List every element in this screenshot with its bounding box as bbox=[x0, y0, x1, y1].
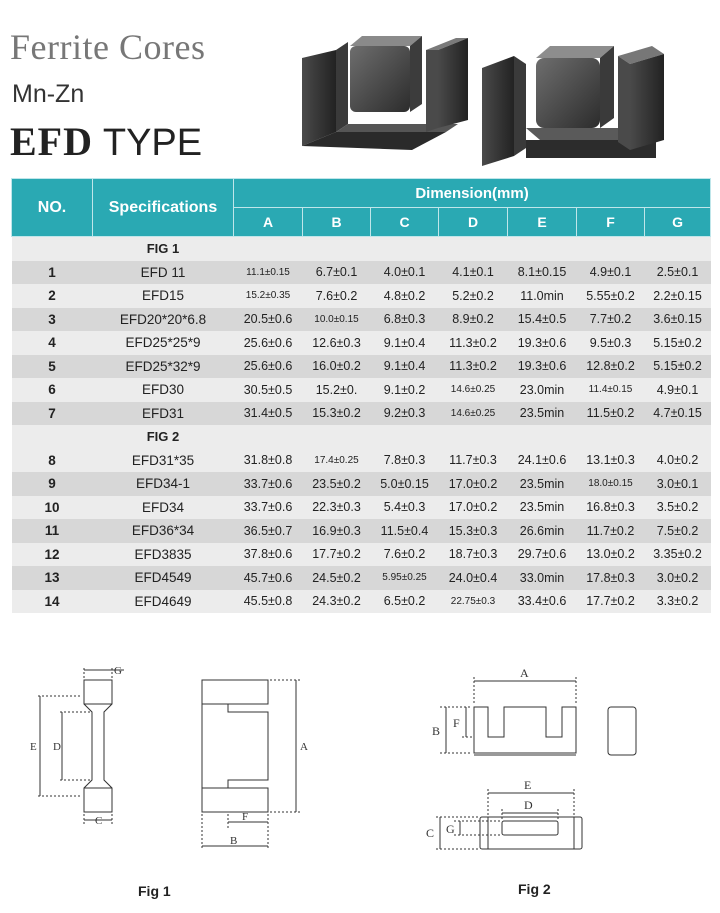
row-spec: EFD30 bbox=[93, 378, 234, 402]
col-header-dimension: Dimension(mm) bbox=[234, 179, 711, 208]
cell-g: 4.0±0.2 bbox=[645, 449, 711, 473]
cell-a: 45.7±0.6 bbox=[234, 566, 303, 590]
cell-g: 3.6±0.15 bbox=[645, 308, 711, 332]
core-right bbox=[482, 46, 664, 166]
fig-group-row bbox=[12, 237, 711, 261]
cell-d: 11.7±0.3 bbox=[439, 449, 508, 473]
row-spec: EFD25*25*9 bbox=[93, 331, 234, 355]
cell-a: 31.4±0.5 bbox=[234, 402, 303, 426]
cell-g: 5.15±0.2 bbox=[645, 331, 711, 355]
fig-group-spacer bbox=[12, 237, 93, 261]
cell-b: 12.6±0.3 bbox=[303, 331, 371, 355]
row-number: 14 bbox=[12, 590, 93, 614]
cell-c: 6.8±0.3 bbox=[371, 308, 439, 332]
cell-b: 10.0±0.15 bbox=[303, 308, 371, 332]
brand-title: Ferrite Cores bbox=[10, 27, 206, 67]
fig1-side-view bbox=[38, 668, 124, 826]
cell-a: 25.6±0.6 bbox=[234, 331, 303, 355]
cell-e: 23.5min bbox=[508, 402, 577, 426]
table-row bbox=[12, 543, 711, 567]
table-body bbox=[12, 237, 711, 614]
cell-a: 37.8±0.6 bbox=[234, 543, 303, 567]
cell-c: 7.8±0.3 bbox=[371, 449, 439, 473]
row-spec: EFD 11 bbox=[93, 261, 234, 285]
row-number: 2 bbox=[12, 284, 93, 308]
col-header-spec: Specifications bbox=[93, 179, 234, 237]
row-number: 12 bbox=[12, 543, 93, 567]
cell-f: 9.5±0.3 bbox=[577, 331, 645, 355]
cell-d: 24.0±0.4 bbox=[439, 566, 508, 590]
cell-g: 3.5±0.2 bbox=[645, 496, 711, 520]
cell-b: 17.4±0.25 bbox=[303, 449, 371, 473]
cell-g: 7.5±0.2 bbox=[645, 519, 711, 543]
table-row bbox=[12, 355, 711, 379]
row-number: 3 bbox=[12, 308, 93, 332]
cell-d: 14.6±0.25 bbox=[439, 378, 508, 402]
cell-e: 19.3±0.6 bbox=[508, 331, 577, 355]
type-bold: EFD bbox=[10, 119, 93, 164]
fig1-label-d: D bbox=[53, 741, 61, 753]
fig1-caption: Fig 1 bbox=[138, 883, 171, 899]
cell-b: 22.3±0.3 bbox=[303, 496, 371, 520]
table-row bbox=[12, 331, 711, 355]
row-number: 10 bbox=[12, 496, 93, 520]
cell-a: 11.1±0.15 bbox=[234, 261, 303, 285]
cell-b: 16.0±0.2 bbox=[303, 355, 371, 379]
cell-f: 4.9±0.1 bbox=[577, 261, 645, 285]
cell-d: 5.2±0.2 bbox=[439, 284, 508, 308]
table-row bbox=[12, 378, 711, 402]
fig2-drawing bbox=[410, 655, 670, 865]
cell-a: 33.7±0.6 bbox=[234, 472, 303, 496]
row-spec: EFD36*34 bbox=[93, 519, 234, 543]
row-spec: EFD31 bbox=[93, 402, 234, 426]
col-header-a: A bbox=[234, 208, 303, 237]
cell-b: 17.7±0.2 bbox=[303, 543, 371, 567]
cell-d: 4.1±0.1 bbox=[439, 261, 508, 285]
fig2-caption: Fig 2 bbox=[518, 881, 551, 897]
table-head bbox=[12, 179, 711, 237]
fig2-front-view bbox=[440, 677, 576, 755]
row-spec: EFD31*35 bbox=[93, 449, 234, 473]
cell-f: 5.55±0.2 bbox=[577, 284, 645, 308]
cell-f: 18.0±0.15 bbox=[577, 472, 645, 496]
fig1-drawing bbox=[20, 660, 350, 860]
cell-b: 7.6±0.2 bbox=[303, 284, 371, 308]
fig2-label-f: F bbox=[453, 716, 460, 730]
fig-group-fill bbox=[234, 425, 711, 449]
cell-f: 16.8±0.3 bbox=[577, 496, 645, 520]
cell-c: 9.2±0.3 bbox=[371, 402, 439, 426]
cell-e: 29.7±0.6 bbox=[508, 543, 577, 567]
cell-c: 5.0±0.15 bbox=[371, 472, 439, 496]
fig1-label-a: A bbox=[300, 741, 308, 753]
row-spec: EFD20*20*6.8 bbox=[93, 308, 234, 332]
fig2-side-view bbox=[608, 707, 636, 755]
cell-f: 17.8±0.3 bbox=[577, 566, 645, 590]
cell-c: 9.1±0.4 bbox=[371, 331, 439, 355]
cell-a: 15.2±0.35 bbox=[234, 284, 303, 308]
cell-f: 11.7±0.2 bbox=[577, 519, 645, 543]
cell-f: 13.1±0.3 bbox=[577, 449, 645, 473]
fig1-label-f: F bbox=[242, 811, 249, 823]
row-number: 6 bbox=[12, 378, 93, 402]
cell-e: 23.0min bbox=[508, 378, 577, 402]
cell-e: 23.5min bbox=[508, 496, 577, 520]
fig2-label-g: G bbox=[446, 822, 455, 836]
core-left bbox=[302, 36, 468, 150]
cell-a: 25.6±0.6 bbox=[234, 355, 303, 379]
cell-d: 11.3±0.2 bbox=[439, 355, 508, 379]
col-header-d: D bbox=[439, 208, 508, 237]
table-row bbox=[12, 284, 711, 308]
fig-group-row bbox=[12, 425, 711, 449]
row-spec: EFD34 bbox=[93, 496, 234, 520]
col-header-b: B bbox=[303, 208, 371, 237]
cell-e: 33.4±0.6 bbox=[508, 590, 577, 614]
cell-c: 7.6±0.2 bbox=[371, 543, 439, 567]
cell-d: 18.7±0.3 bbox=[439, 543, 508, 567]
fig-group-label: FIG 1 bbox=[93, 237, 234, 261]
cell-b: 15.2±0. bbox=[303, 378, 371, 402]
type-rest: TYPE bbox=[102, 122, 203, 164]
row-spec: EFD4549 bbox=[93, 566, 234, 590]
cell-b: 6.7±0.1 bbox=[303, 261, 371, 285]
table-row bbox=[12, 566, 711, 590]
table-row bbox=[12, 519, 711, 543]
cell-f: 11.5±0.2 bbox=[577, 402, 645, 426]
fig1-front-view bbox=[202, 680, 302, 850]
cell-a: 33.7±0.6 bbox=[234, 496, 303, 520]
row-number: 1 bbox=[12, 261, 93, 285]
row-number: 9 bbox=[12, 472, 93, 496]
fig2-label-c: C bbox=[426, 826, 435, 840]
cell-b: 23.5±0.2 bbox=[303, 472, 371, 496]
ferrite-core-photo bbox=[296, 28, 716, 168]
cell-a: 45.5±0.8 bbox=[234, 590, 303, 614]
fig-group-label: FIG 2 bbox=[93, 425, 234, 449]
fig1-label-g: G bbox=[114, 665, 122, 677]
cell-g: 2.2±0.15 bbox=[645, 284, 711, 308]
col-header-no: NO. bbox=[12, 179, 93, 237]
cell-e: 24.1±0.6 bbox=[508, 449, 577, 473]
table-row bbox=[12, 590, 711, 614]
cell-a: 36.5±0.7 bbox=[234, 519, 303, 543]
cell-e: 33.0min bbox=[508, 566, 577, 590]
cell-b: 24.5±0.2 bbox=[303, 566, 371, 590]
cell-g: 5.15±0.2 bbox=[645, 355, 711, 379]
cell-f: 12.8±0.2 bbox=[577, 355, 645, 379]
col-header-e: E bbox=[508, 208, 577, 237]
cell-e: 11.0min bbox=[508, 284, 577, 308]
row-number: 4 bbox=[12, 331, 93, 355]
cell-d: 15.3±0.3 bbox=[439, 519, 508, 543]
cell-e: 23.5min bbox=[508, 472, 577, 496]
cell-d: 17.0±0.2 bbox=[439, 496, 508, 520]
fig2-label-b: B bbox=[432, 724, 441, 738]
material-label: Mn-Zn bbox=[12, 80, 85, 108]
cell-a: 31.8±0.8 bbox=[234, 449, 303, 473]
fig2-top-view bbox=[436, 789, 582, 849]
type-title bbox=[10, 118, 202, 165]
cell-f: 13.0±0.2 bbox=[577, 543, 645, 567]
row-spec: EFD4649 bbox=[93, 590, 234, 614]
cell-f: 11.4±0.15 bbox=[577, 378, 645, 402]
row-spec: EFD34-1 bbox=[93, 472, 234, 496]
row-number: 11 bbox=[12, 519, 93, 543]
col-header-c: C bbox=[371, 208, 439, 237]
row-spec: EFD25*32*9 bbox=[93, 355, 234, 379]
row-spec: EFD3835 bbox=[93, 543, 234, 567]
cell-g: 2.5±0.1 bbox=[645, 261, 711, 285]
cell-e: 8.1±0.15 bbox=[508, 261, 577, 285]
cell-d: 14.6±0.25 bbox=[439, 402, 508, 426]
cell-f: 7.7±0.2 bbox=[577, 308, 645, 332]
cell-d: 8.9±0.2 bbox=[439, 308, 508, 332]
row-number: 7 bbox=[12, 402, 93, 426]
cell-g: 3.35±0.2 bbox=[645, 543, 711, 567]
table-row bbox=[12, 308, 711, 332]
fig1-label-c: C bbox=[95, 815, 103, 827]
cell-g: 4.7±0.15 bbox=[645, 402, 711, 426]
cell-b: 15.3±0.2 bbox=[303, 402, 371, 426]
cell-e: 15.4±0.5 bbox=[508, 308, 577, 332]
cell-c: 11.5±0.4 bbox=[371, 519, 439, 543]
row-number: 8 bbox=[12, 449, 93, 473]
table-row bbox=[12, 449, 711, 473]
cell-d: 17.0±0.2 bbox=[439, 472, 508, 496]
cell-e: 19.3±0.6 bbox=[508, 355, 577, 379]
cell-g: 3.0±0.2 bbox=[645, 566, 711, 590]
row-spec: EFD15 bbox=[93, 284, 234, 308]
row-number: 13 bbox=[12, 566, 93, 590]
table-row bbox=[12, 402, 711, 426]
cell-c: 5.4±0.3 bbox=[371, 496, 439, 520]
cell-a: 30.5±0.5 bbox=[234, 378, 303, 402]
table-row bbox=[12, 472, 711, 496]
cell-e: 26.6min bbox=[508, 519, 577, 543]
cell-c: 9.1±0.2 bbox=[371, 378, 439, 402]
cell-f: 17.7±0.2 bbox=[577, 590, 645, 614]
cell-c: 6.5±0.2 bbox=[371, 590, 439, 614]
table-row bbox=[12, 261, 711, 285]
cell-d: 22.75±0.3 bbox=[439, 590, 508, 614]
fig2-label-a: A bbox=[520, 666, 529, 680]
col-header-f: F bbox=[577, 208, 645, 237]
cell-a: 20.5±0.6 bbox=[234, 308, 303, 332]
col-header-g: G bbox=[645, 208, 711, 237]
spec-table bbox=[11, 178, 711, 613]
cell-c: 9.1±0.4 bbox=[371, 355, 439, 379]
cell-b: 16.9±0.3 bbox=[303, 519, 371, 543]
fig1-label-b: B bbox=[230, 835, 238, 847]
cell-b: 24.3±0.2 bbox=[303, 590, 371, 614]
cell-c: 4.0±0.1 bbox=[371, 261, 439, 285]
fig2-label-d: D bbox=[524, 798, 533, 812]
cell-g: 3.3±0.2 bbox=[645, 590, 711, 614]
fig-group-spacer bbox=[12, 425, 93, 449]
cell-d: 11.3±0.2 bbox=[439, 331, 508, 355]
cell-g: 4.9±0.1 bbox=[645, 378, 711, 402]
cell-c: 5.95±0.25 bbox=[371, 566, 439, 590]
fig-group-fill bbox=[234, 237, 711, 261]
table-row bbox=[12, 496, 711, 520]
cell-c: 4.8±0.2 bbox=[371, 284, 439, 308]
fig2-label-e: E bbox=[524, 778, 532, 792]
fig1-label-e: E bbox=[30, 741, 37, 753]
row-number: 5 bbox=[12, 355, 93, 379]
cell-g: 3.0±0.1 bbox=[645, 472, 711, 496]
